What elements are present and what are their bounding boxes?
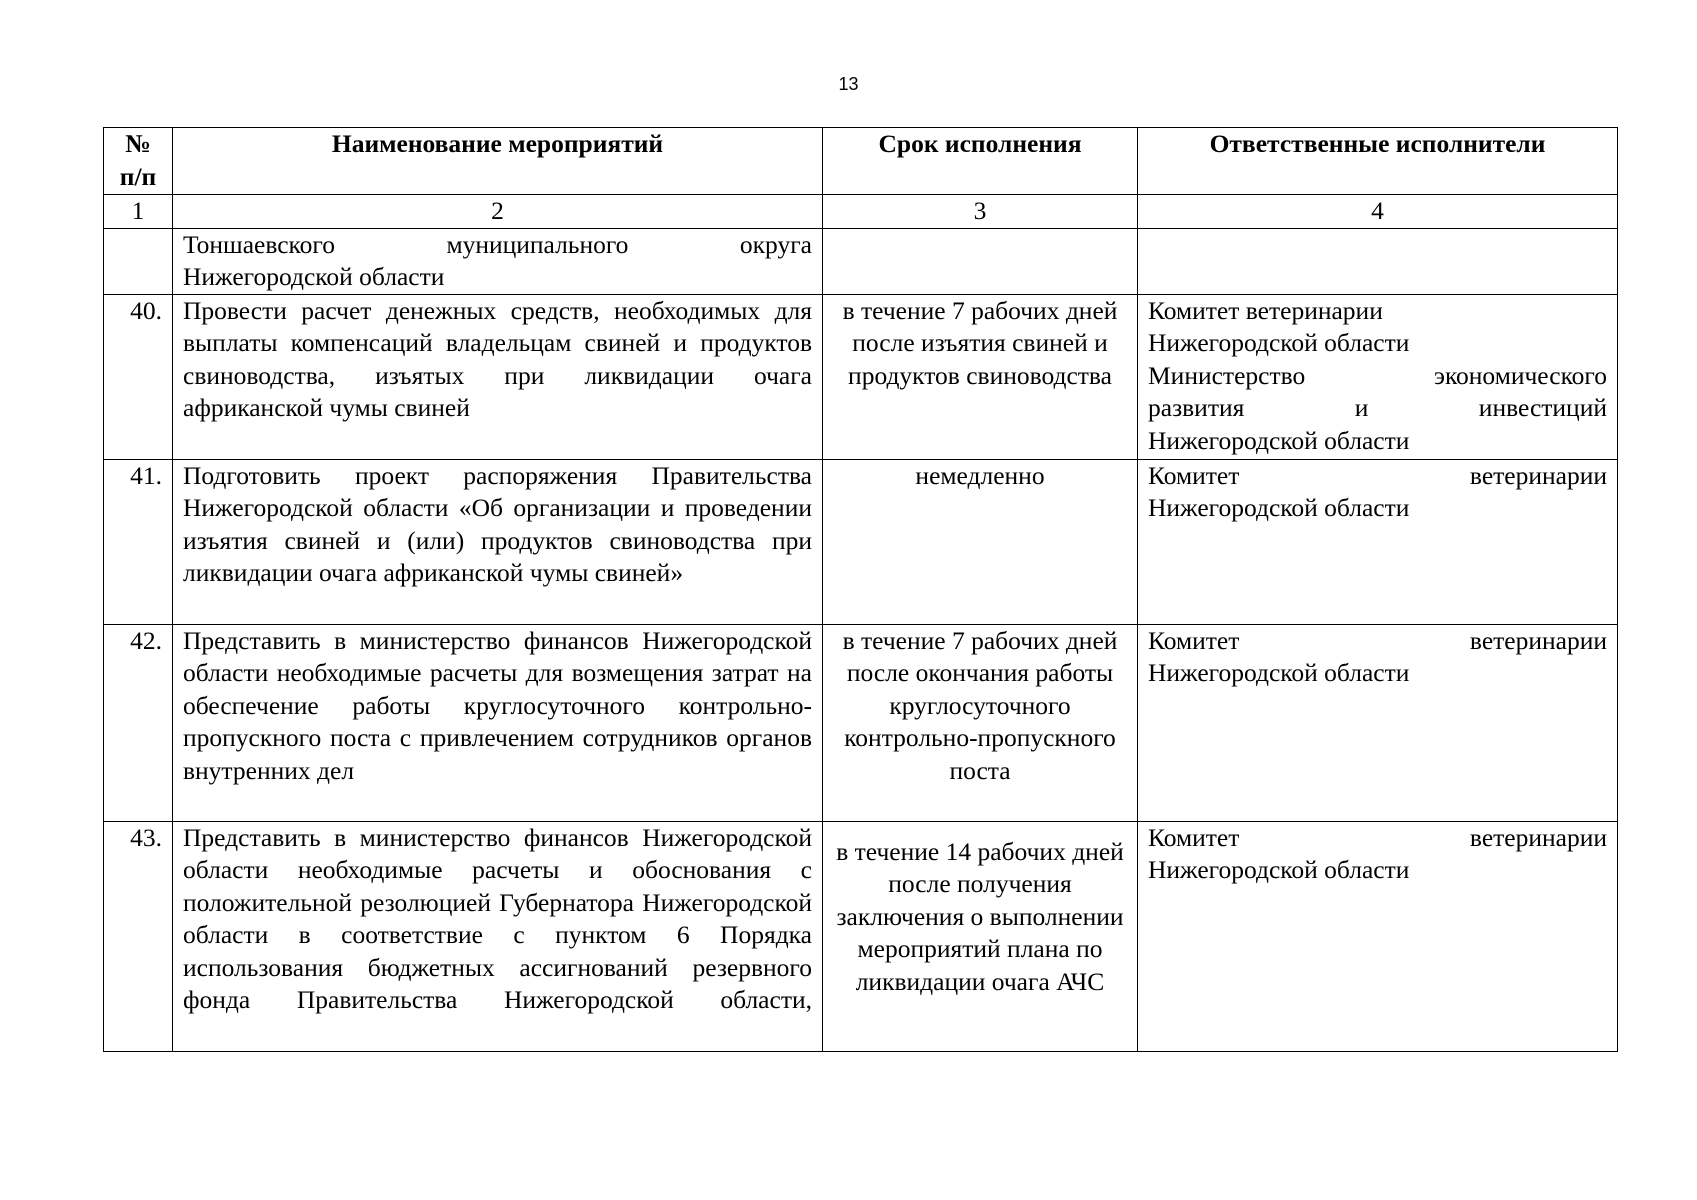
responsible — [1138, 228, 1618, 294]
table-row — [104, 624, 1618, 821]
row-number: 40. — [104, 294, 173, 459]
measure-name: Провести расчет денежных средств, необходимых для выплаты компенсаций владельцам свиней и продуктов свиноводства, изъятых при ликвидации очага африканской чумы свиней — [173, 294, 823, 459]
term: немедленно — [823, 459, 1138, 624]
page-number: 13 — [838, 74, 859, 94]
table-row — [104, 228, 1618, 294]
responsible-line: Нижегородской области — [1148, 855, 1410, 884]
measure-name-line: Тоншаевского муниципального округа — [183, 229, 812, 259]
responsible — [1138, 294, 1618, 459]
row-number: 41. — [104, 459, 173, 624]
header-responsible: Ответственные исполнители — [1138, 128, 1618, 195]
term: в течение 7 рабочих дней после изъятия свиней и продуктов свиноводства — [823, 294, 1138, 459]
responsible-line: Комитет ветеринарии — [1148, 822, 1607, 852]
row-number: 42. — [104, 624, 173, 821]
responsible — [1138, 821, 1618, 1051]
header-measure-name: Наименование мероприятий — [173, 128, 823, 195]
header-number: № п/п — [104, 128, 173, 195]
table-row — [104, 459, 1618, 624]
measure-name: Представить в министерство финансов Нижегородской области необходимые расчеты для возмещения затрат на обеспечение работы круглосуточного контрольно-пропускного поста с привлечением сотрудников органов внутренних дел — [173, 624, 823, 821]
measure-name: Представить в министерство финансов Нижегородской области необходимые расчеты и обоснования с положительной резолюцией Губернатора Нижегородской области в соответствие с пунктом 6 Порядка использования бюджетных ассигнований резервного фонда Правительства Нижегородской области, — [173, 821, 823, 1051]
responsible-line: развития и инвестиций — [1148, 393, 1607, 422]
responsible — [1138, 459, 1618, 624]
term: в течение 7 рабочих дней после окончания работы круглосуточного контрольно-пропускного поста — [823, 624, 1138, 821]
measure-name: Подготовить проект распоряжения Правительства Нижегородской области «Об организации и проведении изъятия свиней и (или) продуктов свиноводства при ликвидации очага африканской чумы свиней» — [173, 459, 823, 624]
header-term: Срок исполнения — [823, 128, 1138, 195]
responsible-line: Нижегородской области — [1148, 658, 1410, 687]
column-index-row — [104, 195, 1618, 229]
column-index: 2 — [173, 195, 823, 229]
measure-name-line: Нижегородской области — [183, 262, 445, 291]
row-number — [104, 228, 173, 294]
responsible-line: Комитет ветеринарии — [1148, 295, 1383, 325]
table-header-row — [104, 128, 1618, 195]
row-number: 43. — [104, 821, 173, 1051]
column-index: 4 — [1138, 195, 1618, 229]
responsible-line: Комитет ветеринарии — [1148, 460, 1607, 490]
measures-table — [103, 127, 1618, 1052]
responsible-line: Нижегородской области — [1148, 328, 1410, 357]
responsible-line: Нижегородской области — [1148, 493, 1410, 522]
term — [823, 821, 1138, 1051]
responsible-line: Нижегородской области — [1148, 425, 1410, 455]
term — [823, 228, 1138, 294]
table-row — [104, 821, 1618, 1051]
term-text: в течение 14 рабочих дней после получения заключения о выполнении мероприятий плана по ликвидации очага АЧС — [836, 836, 1124, 996]
measure-name — [173, 228, 823, 294]
column-index: 3 — [823, 195, 1138, 229]
table-row — [104, 294, 1618, 459]
responsible — [1138, 624, 1618, 821]
responsible-line: Министерство экономического — [1148, 360, 1607, 390]
column-index: 1 — [104, 195, 173, 229]
responsible-line: Комитет ветеринарии — [1148, 625, 1607, 655]
